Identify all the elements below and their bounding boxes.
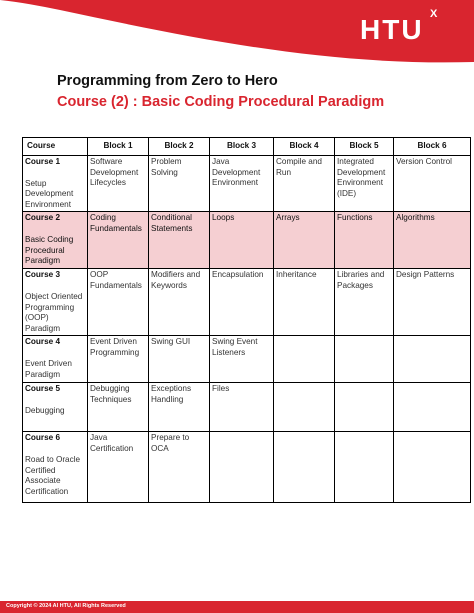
block-cell: Loops: [210, 212, 274, 269]
block-cell: Event Driven Programming: [88, 336, 149, 383]
page-subtitle: Course (2) : Basic Coding Procedural Paradigm: [57, 94, 385, 110]
block-cell: Libraries and Packages: [335, 269, 394, 336]
block-cell: Prepare to OCA: [149, 432, 210, 503]
table-row: [23, 432, 471, 503]
block-cell: Conditional Statements: [149, 212, 210, 269]
course-title: Course 3: [25, 270, 61, 280]
block-cell: Java Certification: [88, 432, 149, 503]
course-cell: [23, 336, 88, 383]
block-cell: Encapsulation: [210, 269, 274, 336]
header-block-3: Block 3: [210, 138, 274, 156]
logo-text: HTU: [360, 14, 424, 45]
curriculum-table: [22, 137, 471, 503]
course-title: Course 1: [25, 157, 61, 166]
header-block-6: Block 6: [394, 138, 471, 156]
course-cell: [23, 383, 88, 432]
block-cell: [394, 432, 471, 503]
block-cell: [274, 383, 335, 432]
course-title: Course 6: [25, 433, 61, 443]
table-row: [23, 269, 471, 336]
block-cell: Exceptions Handling: [149, 383, 210, 432]
title-block: [57, 72, 457, 111]
header-block-1: Block 1: [88, 138, 149, 156]
block-cell: Design Patterns: [394, 269, 471, 336]
course-cell: [23, 156, 88, 212]
block-cell: Debugging Techniques: [88, 383, 149, 432]
course-title: Course 2: [25, 213, 61, 223]
block-cell: [394, 383, 471, 432]
block-cell: [274, 432, 335, 503]
block-cell: Problem Solving: [149, 156, 210, 212]
block-cell: [335, 432, 394, 503]
course-cell: [23, 432, 88, 503]
logo-superscript: X: [430, 8, 438, 20]
course-cell: [23, 212, 88, 269]
table-row-highlighted: [23, 212, 471, 269]
block-cell: Inheritance: [274, 269, 335, 336]
block-cell: OOP Fundamentals: [88, 269, 149, 336]
page-title: Programming from Zero to Hero: [57, 73, 278, 89]
block-cell: [394, 336, 471, 383]
block-cell: Version Control: [394, 156, 471, 212]
table-row: [23, 336, 471, 383]
block-cell: Integrated Development Environment (IDE): [335, 156, 394, 212]
block-cell: [210, 432, 274, 503]
block-cell: [335, 383, 394, 432]
table-row: [23, 383, 471, 432]
course-name: Event Driven Paradigm: [25, 358, 72, 379]
course-name: Road to Oracle Certified Associate Certification: [25, 454, 81, 496]
course-title: Course 4: [25, 337, 61, 347]
course-name: Object Oriented Programming (OOP) Paradigm: [25, 291, 83, 333]
block-cell: [335, 336, 394, 383]
block-cell: Swing GUI: [149, 336, 210, 383]
block-cell: Files: [210, 383, 274, 432]
header-block-2: Block 2: [149, 138, 210, 156]
block-cell: Arrays: [274, 212, 335, 269]
block-cell: Algorithms: [394, 212, 471, 269]
htu-logo: [360, 8, 460, 54]
header-course: Course: [23, 138, 88, 156]
block-cell: Modifiers and Keywords: [149, 269, 210, 336]
block-cell: Software Development Lifecycles: [88, 156, 149, 212]
footer-bar: [0, 601, 474, 613]
block-cell: Functions: [335, 212, 394, 269]
course-cell: [23, 269, 88, 336]
course-name: Basic Coding Procedural Paradigm: [25, 234, 74, 266]
block-cell: Swing Event Listeners: [210, 336, 274, 383]
course-name: Debugging: [25, 405, 65, 415]
course-name: Setup Development Environment: [25, 178, 74, 209]
block-cell: Java Development Environment: [210, 156, 274, 212]
header-block-5: Block 5: [335, 138, 394, 156]
block-cell: Compile and Run: [274, 156, 335, 212]
block-cell: [274, 336, 335, 383]
table-header-row: [23, 138, 471, 156]
header-block-4: Block 4: [274, 138, 335, 156]
footer-copyright: Copyright © 2024 Al HTU, All Rights Reserved: [6, 603, 126, 609]
block-cell: Coding Fundamentals: [88, 212, 149, 269]
course-title: Course 5: [25, 384, 61, 394]
table-row: [23, 156, 471, 212]
